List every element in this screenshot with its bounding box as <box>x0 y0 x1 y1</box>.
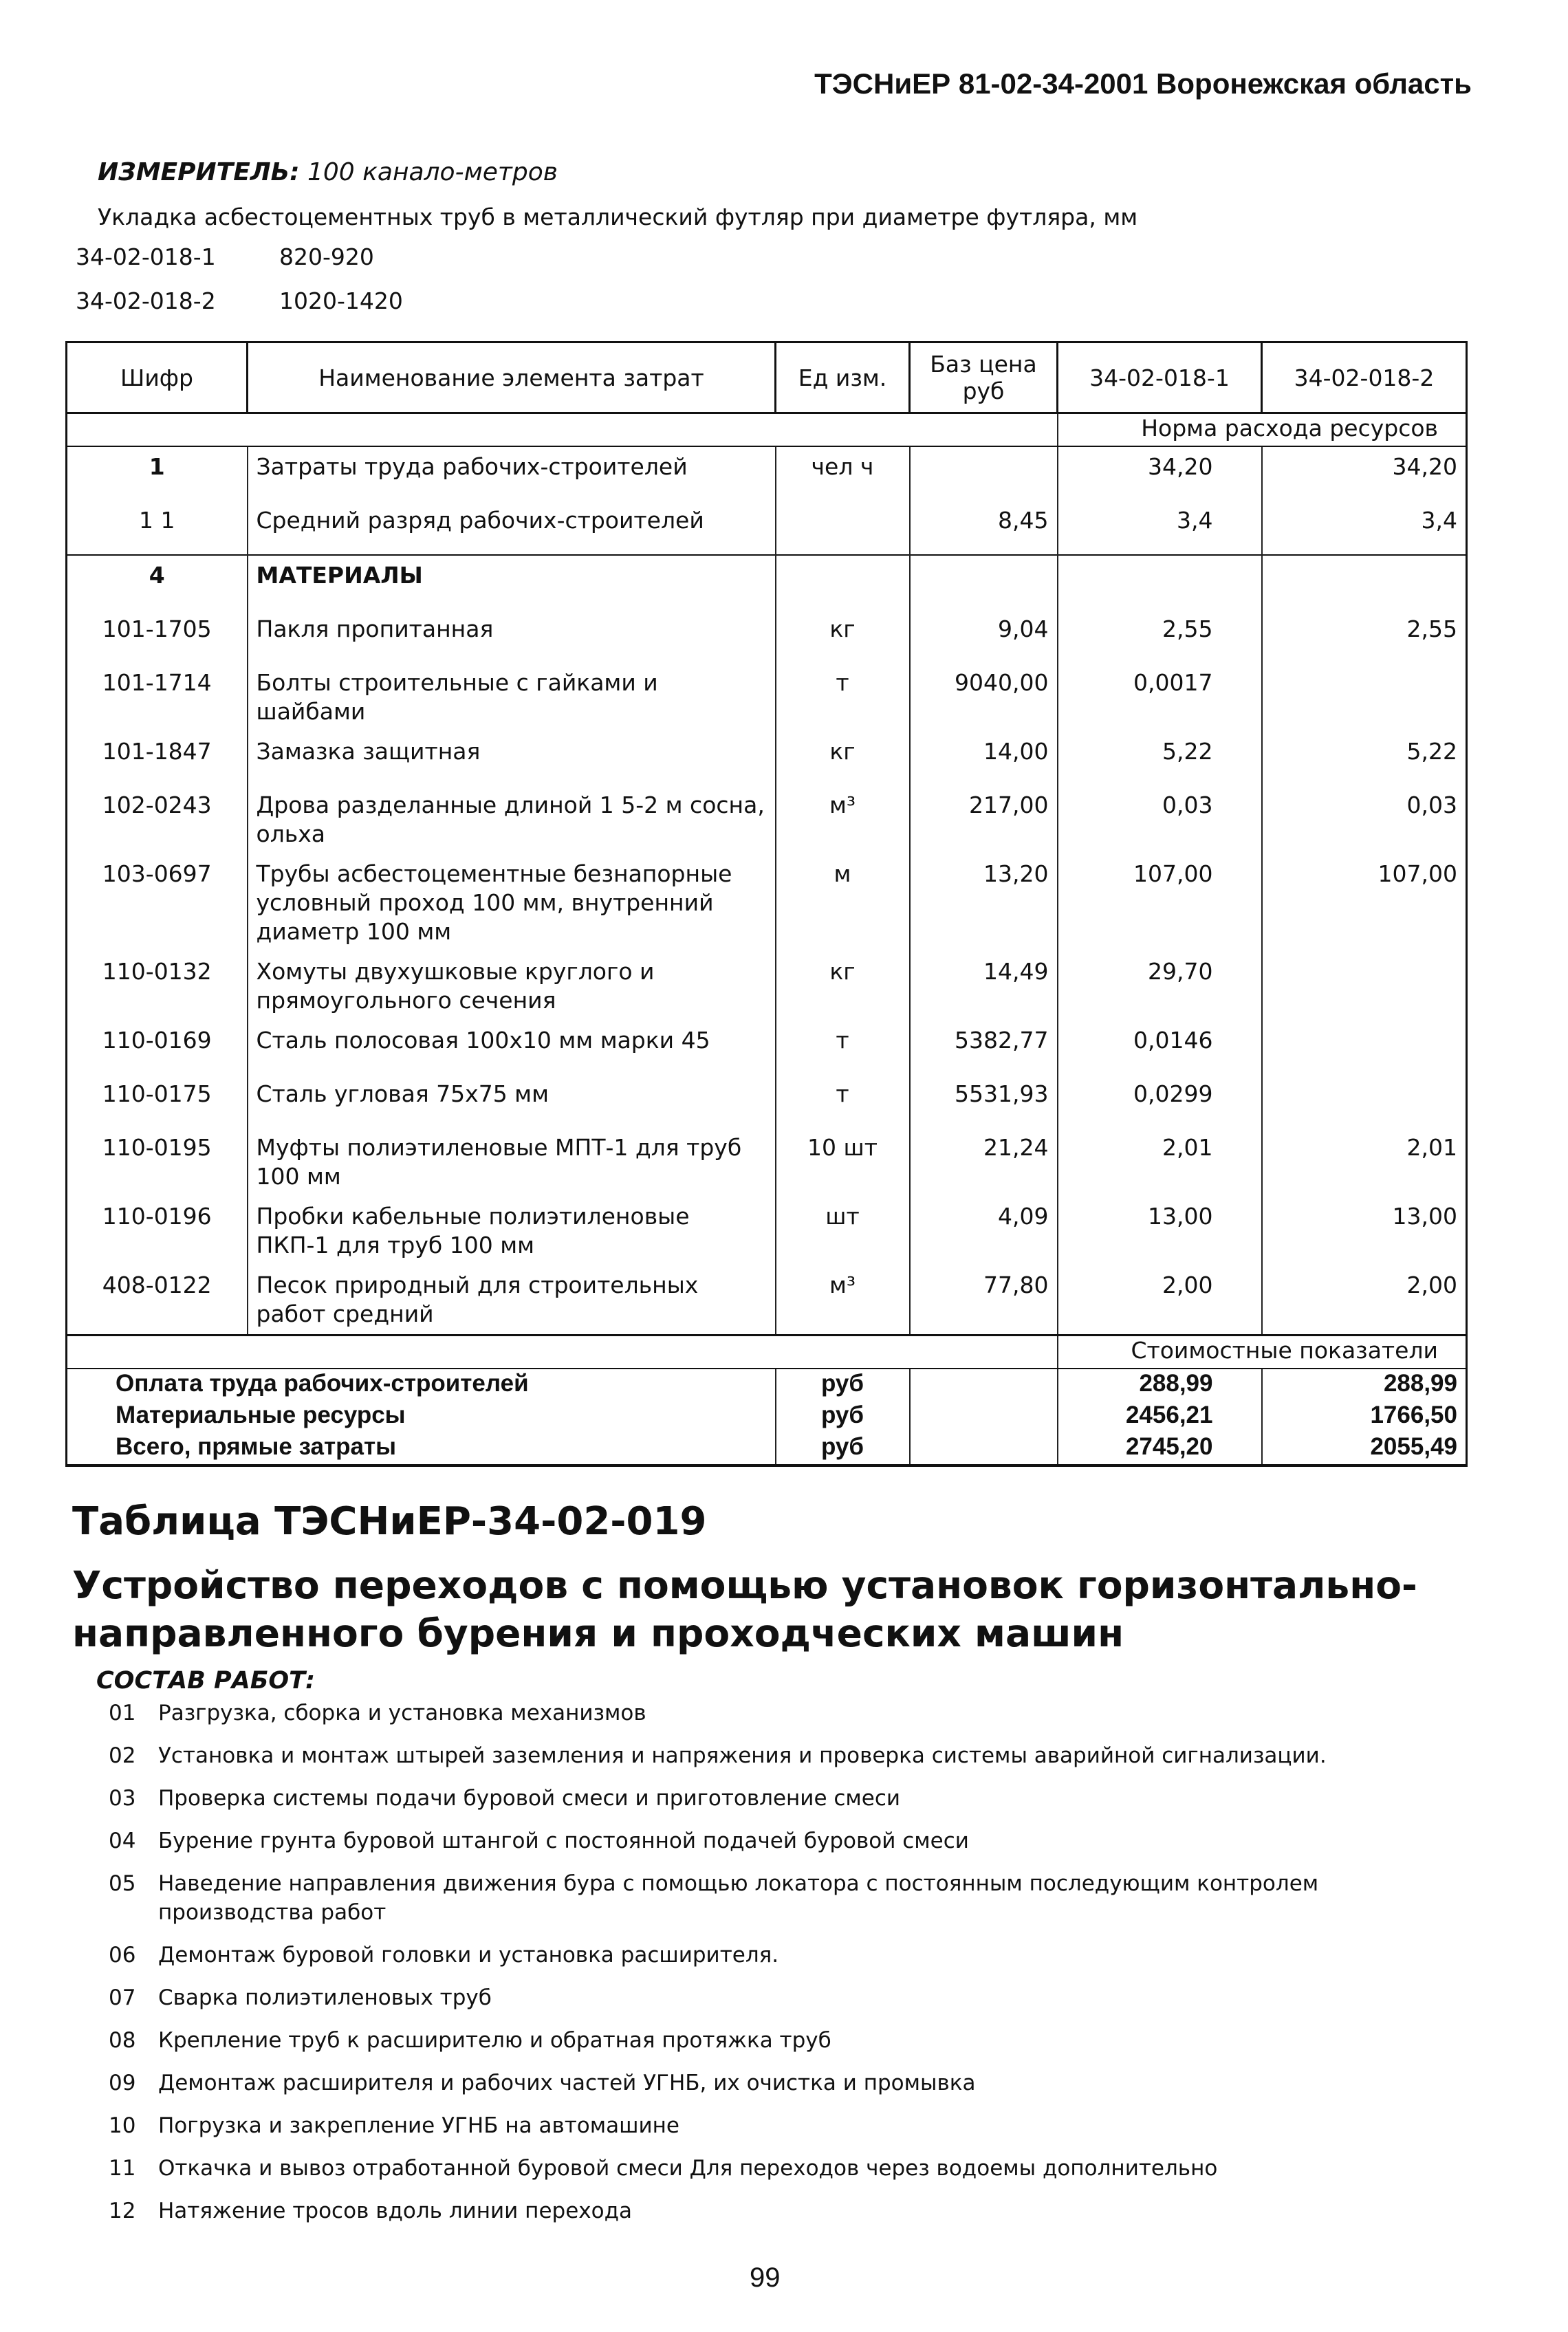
work-text: Установка и монтаж штырей заземления и напряжения и проверка системы аварийной сигнализации. <box>158 1743 1327 1768</box>
header-code: Шифр <box>67 342 248 413</box>
summary-price <box>910 1432 1058 1465</box>
table-row <box>67 609 1467 663</box>
cell-variant-2: 5,22 <box>1262 732 1467 785</box>
header-variant-1: 34-02-018-1 <box>1058 342 1262 413</box>
cell-variant-1: 34,20 <box>1058 446 1262 501</box>
measure-label: ИЗМЕРИТЕЛЬ: <box>98 158 300 186</box>
summary-variant-1: 2456,21 <box>1058 1401 1262 1432</box>
cell-variant-1: 2,01 <box>1058 1128 1262 1197</box>
work-number: 06 <box>109 1943 136 1968</box>
cell-name: Трубы асбестоцементные безнапорные условный проход 100 мм, внутренний диаметр 100 мм <box>248 854 776 952</box>
work-text: Погрузка и закрепление УГНБ на автомашине <box>158 2113 679 2138</box>
cell-name: Сталь угловая 75х75 мм <box>248 1074 776 1128</box>
table-row <box>67 732 1467 785</box>
work-number: 11 <box>109 2156 136 2181</box>
table-row <box>67 663 1467 732</box>
table-row <box>67 854 1467 952</box>
cost-label: Стоимостные показатели <box>1058 1336 1467 1369</box>
cell-code: 101-1714 <box>102 669 212 696</box>
work-text: Демонтаж буровой головки и установка расширителя. <box>158 1943 779 1968</box>
cost-spacer <box>67 1336 1058 1369</box>
summary-unit: руб <box>776 1432 910 1465</box>
cell-unit: кг <box>776 609 910 663</box>
summary-row <box>67 1369 1467 1401</box>
norm-section-row <box>67 413 1467 447</box>
work-text: Натяжение тросов вдоль линии перехода <box>158 2199 633 2223</box>
cell-variant-1: 13,00 <box>1058 1197 1262 1265</box>
summary-variant-2: 2055,49 <box>1262 1432 1467 1465</box>
measure-value: 100 канало-метров <box>307 158 558 186</box>
summary-price <box>910 1369 1058 1401</box>
variant-value: 1020-1420 <box>279 287 403 314</box>
cell-variant-2: 34,20 <box>1262 446 1467 501</box>
cell-variant-2: 107,00 <box>1262 854 1467 952</box>
cell-variant-2: 2,00 <box>1262 1265 1467 1336</box>
cell-variant-1: 0,0017 <box>1058 663 1262 732</box>
cell-unit: м³ <box>776 785 910 854</box>
cell-code: 4 <box>67 555 248 609</box>
summary-variant-1: 288,99 <box>1058 1369 1262 1401</box>
variant-code: 34-02-018-2 <box>76 287 216 314</box>
cell-variant-1: 2,00 <box>1058 1265 1262 1336</box>
cell-variant-1 <box>1058 555 1262 609</box>
table-row <box>67 952 1467 1021</box>
cell-variant-2: 0,03 <box>1262 785 1467 854</box>
cell-code: 103-0697 <box>102 860 212 887</box>
cell-unit: шт <box>776 1197 910 1265</box>
cell-code: 102-0243 <box>102 792 212 818</box>
cell-price: 9040,00 <box>910 663 1058 732</box>
table-row <box>67 555 1467 609</box>
cell-variant-2 <box>1262 1074 1467 1128</box>
cell-unit: 10 шт <box>776 1128 910 1197</box>
work-item <box>109 1784 1457 1813</box>
header-price: Баз цена руб <box>910 342 1058 413</box>
cell-variant-1: 107,00 <box>1058 854 1262 952</box>
table-row <box>67 1265 1467 1336</box>
cell-code: 110-0169 <box>102 1027 212 1054</box>
work-item <box>109 1827 1457 1855</box>
table-row <box>67 1197 1467 1265</box>
cell-code: 110-0196 <box>102 1203 212 1230</box>
work-item <box>109 1699 1457 1728</box>
work-number: 01 <box>109 1701 136 1725</box>
cell-variant-2 <box>1262 555 1467 609</box>
cell-unit: м <box>776 854 910 952</box>
header-variant-2: 34-02-018-2 <box>1262 342 1467 413</box>
cell-variant-2: 2,55 <box>1262 609 1467 663</box>
cell-name: Песок природный для строительных работ средний <box>248 1265 776 1336</box>
variant-code: 34-02-018-1 <box>76 243 216 270</box>
table-row <box>67 1128 1467 1197</box>
cell-name: МАТЕРИАЛЫ <box>248 555 776 609</box>
cell-name: Пакля пропитанная <box>248 609 776 663</box>
works-label: СОСТАВ РАБОТ: <box>96 1667 315 1694</box>
resource-table <box>65 341 1468 1467</box>
work-item <box>109 1869 1457 1927</box>
cell-price: 14,49 <box>910 952 1058 1021</box>
work-number: 03 <box>109 1786 136 1811</box>
cell-price: 4,09 <box>910 1197 1058 1265</box>
work-number: 10 <box>109 2113 136 2138</box>
work-item <box>109 2154 1457 2183</box>
variant-list <box>76 235 403 323</box>
cell-unit <box>776 555 910 609</box>
cell-price: 217,00 <box>910 785 1058 854</box>
variant-row <box>76 235 403 279</box>
cell-price <box>910 555 1058 609</box>
work-text: Наведение направления движения бура с помощью локатора с постоянным последующим контролем производства работ <box>158 1871 1319 1925</box>
work-text: Бурение грунта буровой штангой с постоянной подачей буровой смеси <box>158 1829 969 1853</box>
cell-unit: т <box>776 1021 910 1074</box>
table-row <box>67 501 1467 555</box>
summary-name: Оплата труда рабочих-строителей <box>116 1370 529 1397</box>
summary-row <box>67 1401 1467 1432</box>
cell-unit: чел ч <box>776 446 910 501</box>
cell-code: 408-0122 <box>102 1272 212 1298</box>
cell-name: Средний разряд рабочих-строителей <box>248 501 776 555</box>
table-row <box>67 785 1467 854</box>
cell-price: 13,20 <box>910 854 1058 952</box>
table-row <box>67 446 1467 501</box>
header-name: Наименование элемента затрат <box>248 342 776 413</box>
cell-price: 77,80 <box>910 1265 1058 1336</box>
work-text: Откачка и вывоз отработанной буровой смеси Для переходов через водоемы дополнительно <box>158 2156 1218 2181</box>
cell-code: 101-1847 <box>102 738 212 765</box>
summary-variant-1: 2745,20 <box>1058 1432 1262 1465</box>
work-number: 05 <box>109 1871 136 1896</box>
document-header: ТЭСНиЕР 81-02-34-2001 Воронежская область <box>814 67 1472 100</box>
measure-unit <box>98 158 558 186</box>
cell-price: 9,04 <box>910 609 1058 663</box>
work-description: Укладка асбестоцементных труб в металлический футляр при диаметре футляра, мм <box>98 204 1138 230</box>
work-number: 08 <box>109 2028 136 2053</box>
cell-name: Пробки кабельные полиэтиленовые ПКП-1 для труб 100 мм <box>248 1197 776 1265</box>
work-number: 09 <box>109 2071 136 2095</box>
cell-variant-1: 29,70 <box>1058 952 1262 1021</box>
cell-variant-2: 13,00 <box>1262 1197 1467 1265</box>
work-text: Демонтаж расширителя и рабочих частей УГНБ, их очистка и промывка <box>158 2071 976 2095</box>
work-item <box>109 2111 1457 2140</box>
works-list <box>109 1699 1457 2239</box>
cell-price: 5382,77 <box>910 1021 1058 1074</box>
work-text: Проверка системы подачи буровой смеси и приготовление смеси <box>158 1786 901 1811</box>
work-item <box>109 2069 1457 2097</box>
work-item <box>109 1983 1457 2012</box>
cell-variant-1: 0,0299 <box>1058 1074 1262 1128</box>
cell-name: Болты строительные с гайками и шайбами <box>248 663 776 732</box>
work-number: 04 <box>109 1829 136 1853</box>
cell-unit: кг <box>776 952 910 1021</box>
table-row <box>67 1074 1467 1128</box>
cell-variant-1: 5,22 <box>1058 732 1262 785</box>
summary-unit: руб <box>776 1401 910 1432</box>
cell-variant-2: 3,4 <box>1262 501 1467 555</box>
work-item <box>109 1941 1457 1970</box>
norm-label: Норма расхода ресурсов <box>1058 413 1467 447</box>
cell-unit <box>776 501 910 555</box>
cell-price: 21,24 <box>910 1128 1058 1197</box>
cell-variant-2 <box>1262 952 1467 1021</box>
cell-variant-1: 0,03 <box>1058 785 1262 854</box>
cell-variant-1: 0,0146 <box>1058 1021 1262 1074</box>
work-item <box>109 1741 1457 1770</box>
work-number: 12 <box>109 2199 136 2223</box>
cell-price: 8,45 <box>910 501 1058 555</box>
summary-unit: руб <box>776 1369 910 1401</box>
variant-value: 820-920 <box>279 243 374 270</box>
cell-code: 101-1705 <box>102 615 212 642</box>
summary-price <box>910 1401 1058 1432</box>
cell-unit: т <box>776 1074 910 1128</box>
work-item <box>109 2197 1457 2225</box>
cell-price <box>910 446 1058 501</box>
summary-variant-2: 1766,50 <box>1262 1401 1467 1432</box>
cell-name: Сталь полосовая 100х10 мм марки 45 <box>248 1021 776 1074</box>
cell-code: 110-0132 <box>102 958 212 985</box>
section-title: Таблица ТЭСНиЕР-34-02-019 <box>72 1499 707 1544</box>
page-number: 99 <box>750 2263 781 2293</box>
cell-name: Замазка защитная <box>248 732 776 785</box>
cell-variant-2 <box>1262 1021 1467 1074</box>
cell-variant-1: 3,4 <box>1058 501 1262 555</box>
cell-name: Муфты полиэтиленовые МПТ-1 для труб 100 мм <box>248 1128 776 1197</box>
cell-price: 5531,93 <box>910 1074 1058 1128</box>
summary-variant-2: 288,99 <box>1262 1369 1467 1401</box>
cell-variant-2 <box>1262 663 1467 732</box>
cell-price: 14,00 <box>910 732 1058 785</box>
summary-name: Материальные ресурсы <box>116 1402 406 1428</box>
table-row <box>67 1021 1467 1074</box>
summary-name: Всего, прямые затраты <box>67 1432 776 1465</box>
work-text: Разгрузка, сборка и установка механизмов <box>158 1701 646 1725</box>
cell-unit: кг <box>776 732 910 785</box>
cell-code: 110-0175 <box>102 1080 212 1107</box>
work-text: Крепление труб к расширителю и обратная протяжка труб <box>158 2028 831 2053</box>
cell-name: Дрова разделанные длиной 1 5-2 м сосна, ольха <box>248 785 776 854</box>
cell-name: Хомуты двухушковые круглого и прямоугольного сечения <box>248 952 776 1021</box>
resource-table-wrapper <box>65 341 1466 1467</box>
summary-row <box>67 1432 1467 1465</box>
cell-unit: т <box>776 663 910 732</box>
cell-variant-1: 2,55 <box>1058 609 1262 663</box>
cell-code: 110-0195 <box>102 1134 212 1161</box>
cell-unit: м³ <box>776 1265 910 1336</box>
table-header-row <box>67 342 1467 413</box>
work-number: 07 <box>109 1985 136 2010</box>
cell-name: Затраты труда рабочих-строителей <box>248 446 776 501</box>
work-number: 02 <box>109 1743 136 1768</box>
cost-section-row <box>67 1336 1467 1369</box>
work-text: Сварка полиэтиленовых труб <box>158 1985 492 2010</box>
header-unit: Ед изм. <box>776 342 910 413</box>
work-item <box>109 2026 1457 2055</box>
section-subtitle: Устройство переходов с помощью установок горизонтально-направленного бурения и проходческих машин <box>72 1563 1417 1655</box>
variant-row <box>76 279 403 323</box>
cell-code: 1 <box>149 453 165 480</box>
cell-code: 1 1 <box>139 507 175 534</box>
cell-variant-2: 2,01 <box>1262 1128 1467 1197</box>
